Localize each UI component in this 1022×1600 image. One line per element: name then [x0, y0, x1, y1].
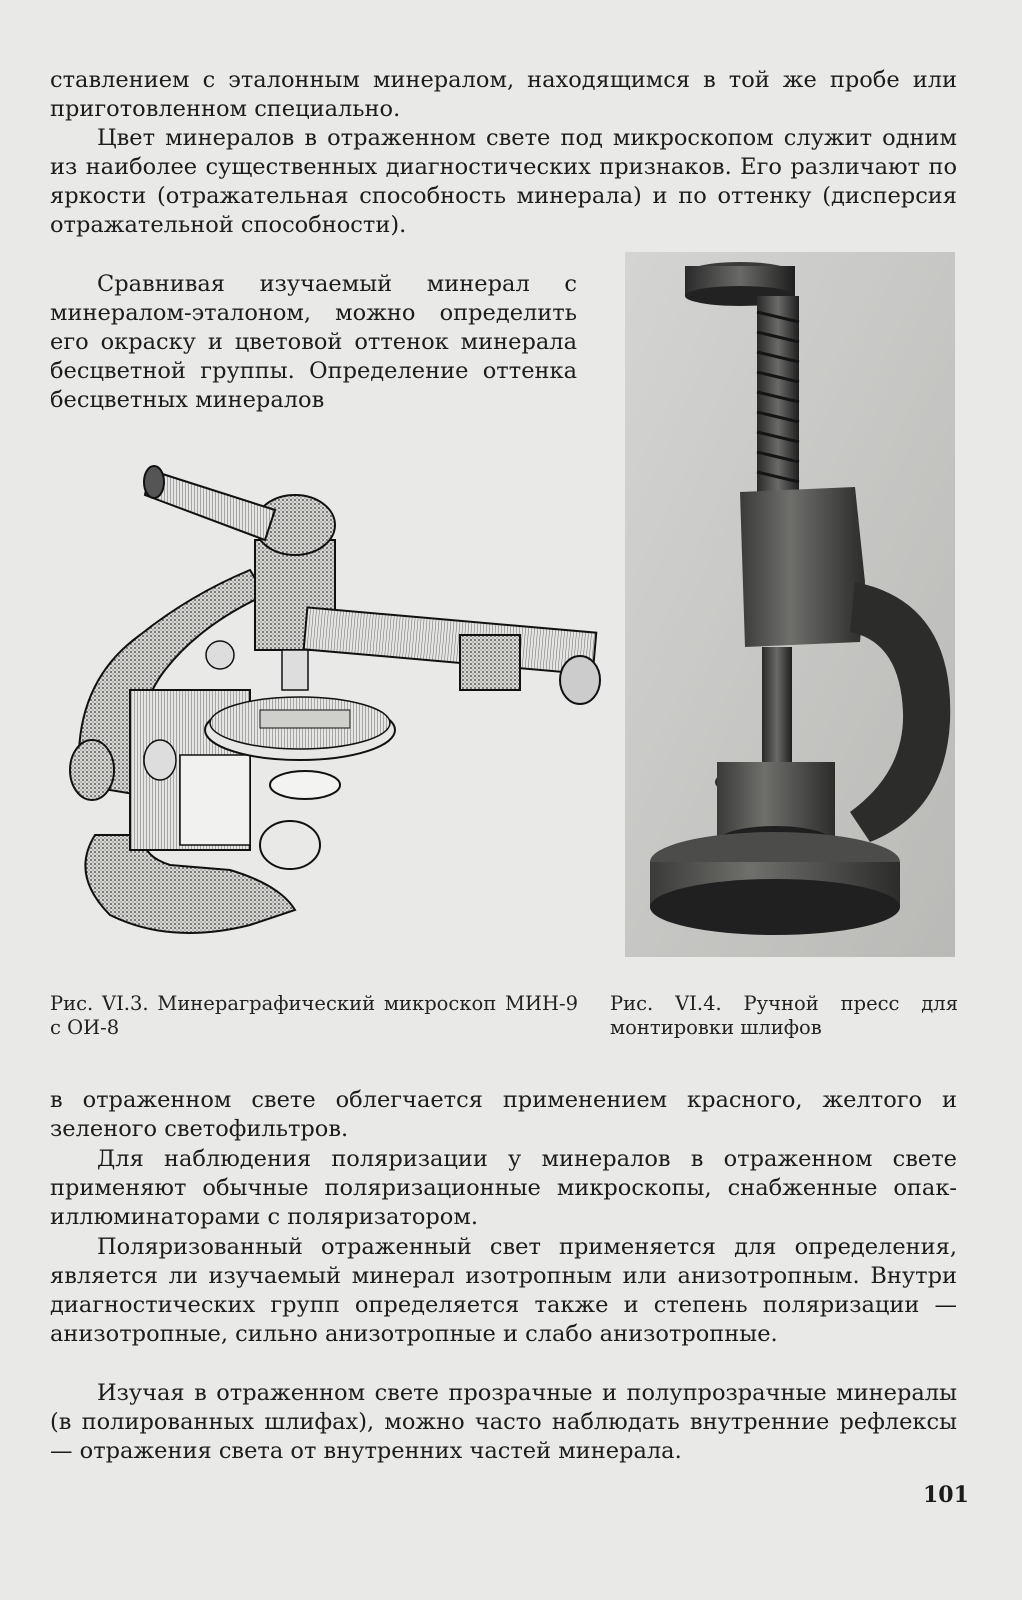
figure-caption-vi4: Рис. VI.4. Ручной пресс для монтировки шлифов: [610, 992, 958, 1039]
paragraph-2: Цвет минералов в отраженном свете под микроскопом служит одним из наиболее существенных диагностических признаков. Его различают по яркости (отражательная способность минерала) и по оттенку (дисперсия отражательной способности).: [50, 125, 957, 238]
figure-caption-vi3: Рис. VI.3. Минераграфический микроскоп МИН-9 с ОИ-8: [50, 992, 578, 1039]
page-number: 101: [923, 1482, 969, 1508]
paragraph-3: Сравнивая изучаемый минерал с минералом-эталоном, можно определить его окраску и цветовой оттенок минерала бесцветной группы. Определение оттенка бесцветных минералов: [50, 271, 577, 413]
paragraph-6: Поляризованный отраженный свет применяется для определения, является ли изучаемый минерал изотропным или анизотропным. Внутри диагностических групп определяется также и степень поляризации — анизотропные, сильно анизотропные и слабо анизотропные.: [50, 1234, 957, 1347]
hand-press-photo: [625, 252, 955, 957]
paragraph-2-top: [50, 124, 957, 264]
hand-press-icon: [625, 252, 955, 957]
paragraph-4: в отраженном свете облегчается применением красного, желтого и зеленого светофильтров.: [50, 1087, 957, 1142]
paragraph-7: Изучая в отраженном свете прозрачные и полупрозрачные минералы (в полированных шлифах), можно часто наблюдать внутренние рефлексы — отражения света от внутренних частей минерала.: [50, 1380, 957, 1464]
paragraph-5: Для наблюдения поляризации у минералов в отраженном свете применяют обычные поляризационные микроскопы, снабженные опак-иллюминаторами с поляризатором.: [50, 1146, 957, 1230]
paragraph-1: ставлением с эталонным минералом, находящимся в той же пробе или приготовленном специально.: [50, 67, 957, 122]
microscope-drawing: [50, 455, 630, 985]
microscope-icon: [50, 455, 630, 985]
